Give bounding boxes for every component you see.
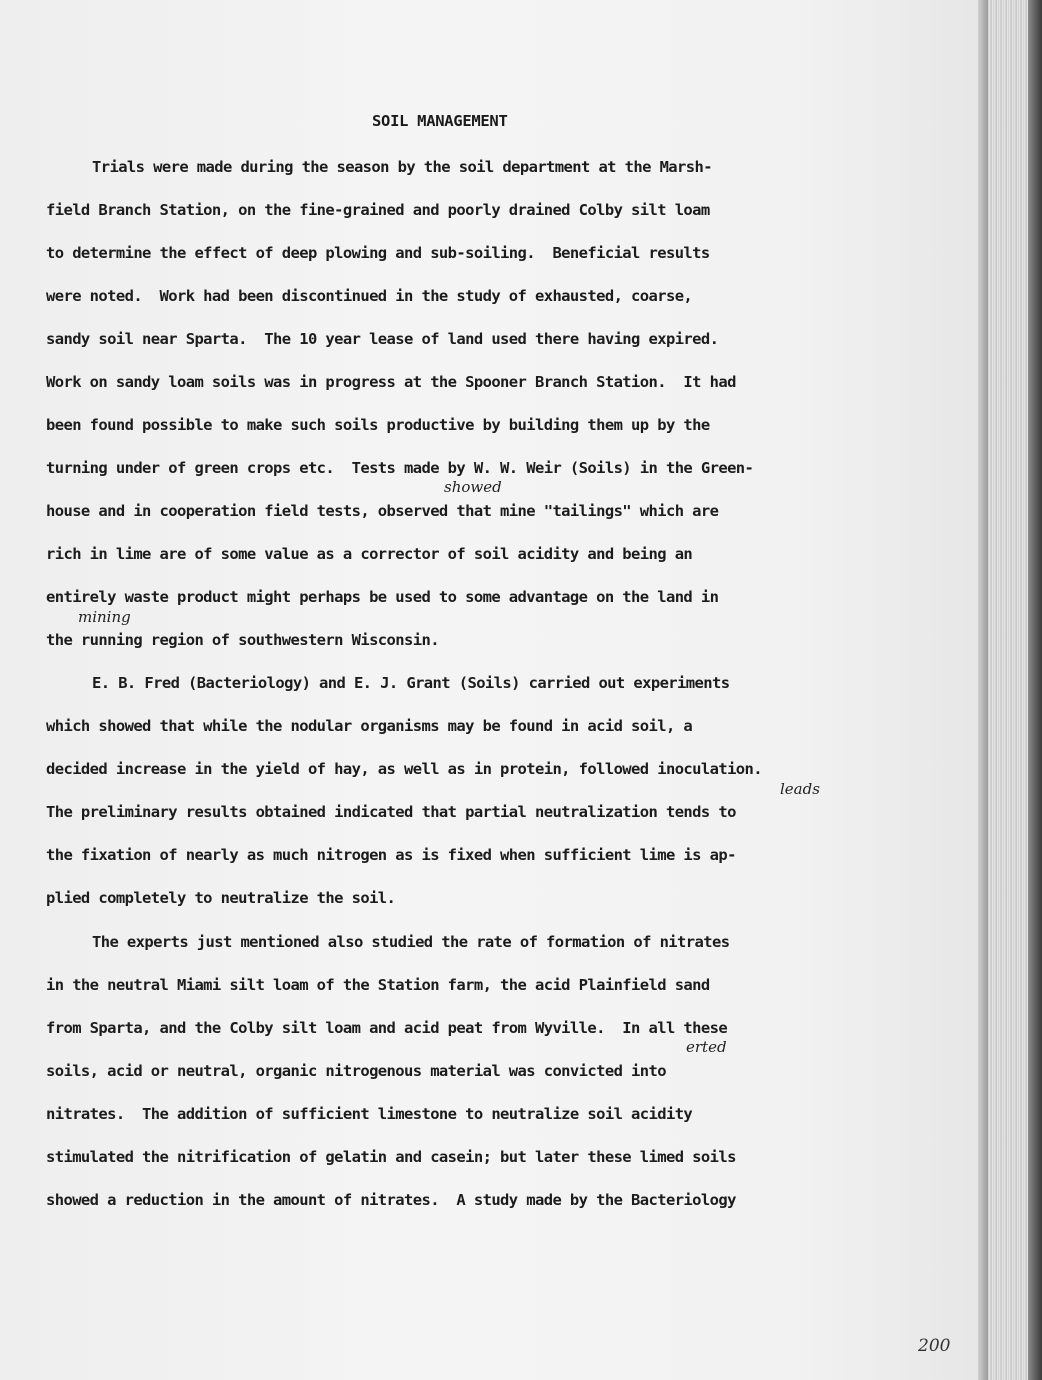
text-line: turning under of green crops etc. Tests made by W. W. Weir (Soils) in the Green- [46,459,754,477]
text-line: showed a reduction in the amount of nitrates. A study made by the Bacteriology [46,1191,736,1209]
text-line: rich in lime are of some value as a corrector of soil acidity and being an [46,545,693,563]
text-line: The experts just mentioned also studied the rate of formation of nitrates [92,933,730,951]
text-line: decided increase in the yield of hay, as well as in protein, followed inoculation. [46,760,763,778]
handwritten-correction: mining [78,608,131,626]
text-line: from Sparta, and the Colby silt loam and acid peat from Wyville. In all these [46,1019,728,1037]
text-line: stimulated the nitrification of gelatin and casein; but later these limed soils [46,1148,736,1166]
text-line: Work on sandy loam soils was in progress at the Spooner Branch Station. It had [46,373,736,391]
text-line: the fixation of nearly as much nitrogen as is fixed when sufficient lime is ap- [46,846,736,864]
text-line: which showed that while the nodular organisms may be found in acid soil, a [46,717,693,735]
text-line: been found possible to make such soils productive by building them up by the [46,416,710,434]
text-line: field Branch Station, on the fine-grained and poorly drained Colby silt loam [46,201,710,219]
handwritten-correction: leads [780,780,820,798]
text-line: Trials were made during the season by the soil department at the Marsh- [92,158,712,176]
text-line: plied completely to neutralize the soil. [46,889,396,907]
text-line: to determine the effect of deep plowing and sub-soiling. Beneficial results [46,244,710,262]
text-line: nitrates. The addition of sufficient limestone to neutralize soil acidity [46,1105,693,1123]
text-line: in the neutral Miami silt loam of the Station farm, the acid Plainfield sand [46,976,710,994]
text-line: sandy soil near Sparta. The 10 year lease of land used there having expired. [46,330,719,348]
page-number: 200 [918,1336,951,1356]
text-line: The preliminary results obtained indicated that partial neutralization tends to [46,803,736,821]
text-line: soils, acid or neutral, organic nitrogenous material was convicted into [46,1062,666,1080]
text-line: were noted. Work had been discontinued in the study of exhausted, coarse, [46,287,693,305]
handwritten-correction: showed [444,478,502,496]
text-line: house and in cooperation field tests, observed that mine "tailings" which are [46,502,719,520]
handwritten-correction: erted [686,1038,727,1056]
text-line: entirely waste product might perhaps be used to some advantage on the land in [46,588,719,606]
text-line: E. B. Fred (Bacteriology) and E. J. Grant (Soils) carried out experiments [92,674,730,692]
text-line: the running region of southwestern Wisconsin. [46,631,439,649]
page-edge-shadow [978,0,988,1380]
binding-edge [1028,0,1042,1380]
page-title: SOIL MANAGEMENT [372,112,508,130]
